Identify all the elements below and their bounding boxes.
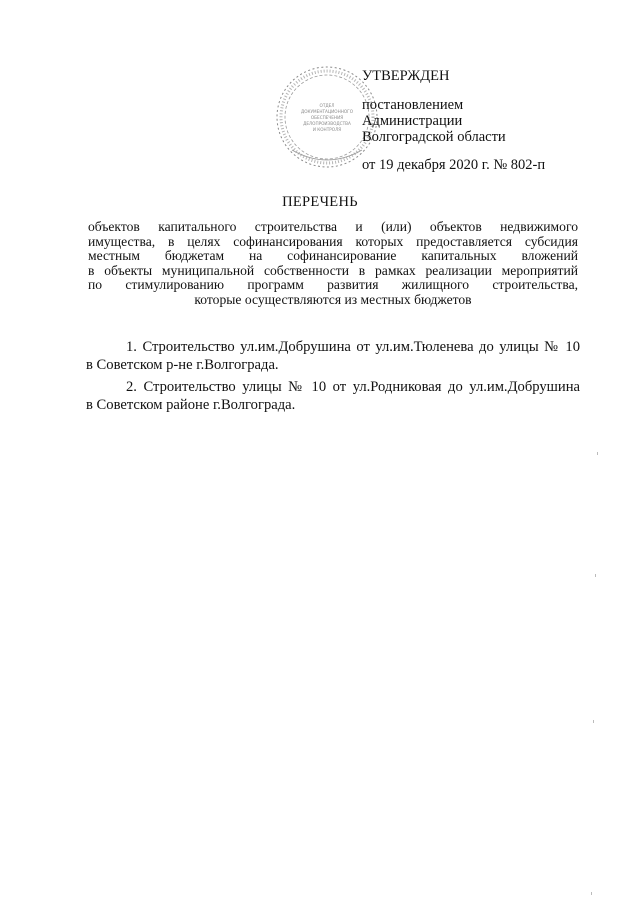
stamp-line-2: ДОКУМЕНТАЦИОННОГО <box>300 109 354 114</box>
scan-speck <box>597 452 598 455</box>
approval-heading: УТВЕРЖДЕН <box>362 68 450 84</box>
list-item <box>86 378 580 414</box>
approval-line-3: Волгоградской области <box>362 129 506 145</box>
approval-line-2: Администрации <box>362 113 463 129</box>
scan-speck <box>593 720 594 723</box>
scan-speck <box>591 892 592 895</box>
subtitle-line-1: объектов капитального строительства и (или) объектов недвижимого <box>88 219 578 234</box>
approval-date: от 19 декабря 2020 г. № 802-п <box>362 157 546 173</box>
approval-line-1: постановлением <box>362 97 464 113</box>
document-subtitle <box>88 220 578 308</box>
list-item-1-line-2: в Советском р-не г.Волгограда. <box>86 357 279 373</box>
list-item <box>86 338 580 374</box>
subtitle-line-3: местным бюджетам на софинансирование капитальных вложений <box>88 248 578 264</box>
subtitle-line-4: в объекты муниципальной собственности в рамках реализации мероприятий <box>88 262 578 278</box>
list-item-2-line-2: в Советском районе г.Волгограда. <box>86 397 296 413</box>
list-item-2-line-1: 2. Строительство улицы № 10 от ул.Родниковая до ул.им.Добрушина <box>126 379 580 395</box>
stamp-line-1: ОТДЕЛ <box>319 103 335 108</box>
subtitle-line-2: имущества, в целях софинансирования которых предоставляется субсидия <box>88 233 578 249</box>
object-list <box>86 338 580 418</box>
list-item-1-line-1: 1. Строительство ул.им.Добрушина от ул.им.Тюленева до улицы № 10 <box>126 339 580 355</box>
approval-block <box>362 68 545 173</box>
subtitle-line-5: по стимулированию программ развития жилищного строительства, <box>88 277 578 293</box>
scan-speck <box>595 574 596 577</box>
document-title: ПЕРЕЧЕНЬ <box>282 194 358 210</box>
stamp-line-3: ОБЕСПЕЧЕНИЯ <box>310 115 344 120</box>
stamp-line-5: И КОНТРОЛЯ <box>312 127 342 132</box>
stamp-line-4: ДЕЛОПРОИЗВОДСТВА <box>303 121 351 126</box>
subtitle-line-6: которые осуществляются из местных бюджетов <box>194 291 472 307</box>
